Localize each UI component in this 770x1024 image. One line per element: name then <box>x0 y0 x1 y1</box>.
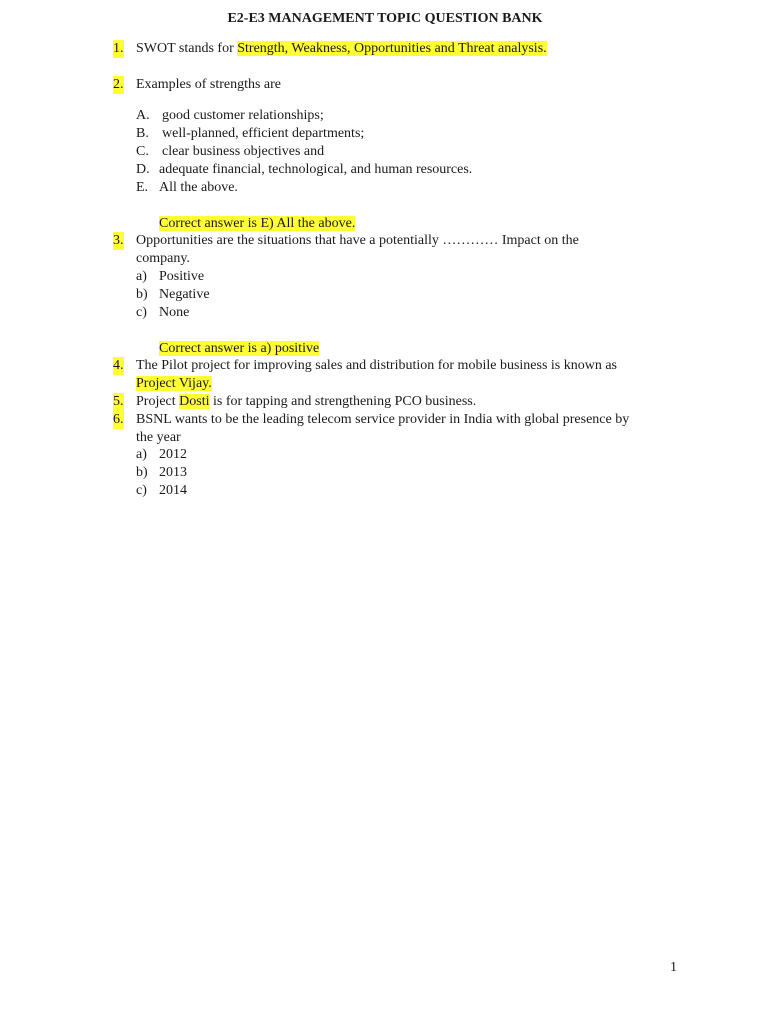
option-text: well-planned, efficient departments; <box>162 126 365 141</box>
question-text-continued: company. <box>136 251 190 266</box>
option-letter: c) <box>136 305 147 320</box>
option-letter: B. <box>136 126 149 141</box>
option-letter: A. <box>136 108 150 123</box>
page-title: E2-E3 MANAGEMENT TOPIC QUESTION BANK <box>227 11 543 26</box>
question-number: 2. <box>113 77 124 92</box>
option-letter: C. <box>136 144 149 159</box>
option-text: All the above. <box>159 180 238 195</box>
question-text: Opportunities are the situations that have a potentially ………… Impact on the <box>136 233 579 248</box>
option-letter: D. <box>136 162 150 177</box>
question-prefix: SWOT stands for <box>136 41 238 56</box>
option-text: good customer relationships; <box>162 108 324 123</box>
question-text: The Pilot project for improving sales and distribution for mobile business is known as <box>136 358 617 373</box>
question-text: Examples of strengths are <box>136 77 282 92</box>
option-letter: a) <box>136 269 147 284</box>
question-text-continued: the year <box>136 430 181 445</box>
option-text: 2012 <box>159 447 187 462</box>
question-suffix: is for tapping and strengthening PCO business. <box>209 394 477 409</box>
option-text: Positive <box>159 269 205 284</box>
highlighted-answer: Project Vijay. <box>136 376 212 391</box>
option-text: Negative <box>159 287 210 302</box>
option-text: 2013 <box>159 465 187 480</box>
question-text <box>136 40 547 58</box>
highlighted-answer: Strength, Weakness, Opportunities and Threat analysis. <box>237 41 547 56</box>
highlighted-answer: Dosti <box>179 394 210 409</box>
correct-answer-text: Correct answer is a) positive <box>159 341 320 356</box>
option-letter: b) <box>136 465 148 480</box>
option-text: clear business objectives and <box>162 144 325 159</box>
page-number: 1 <box>670 960 677 975</box>
correct-answer <box>159 340 319 358</box>
option-letter: b) <box>136 287 148 302</box>
option-letter: c) <box>136 483 147 498</box>
question-number: 5. <box>113 394 124 409</box>
question-number: 1. <box>113 41 124 56</box>
question-number: 6. <box>113 412 124 427</box>
question-text: BSNL wants to be the leading telecom service provider in India with global presence by <box>136 412 630 427</box>
question-number: 4. <box>113 358 124 373</box>
correct-answer <box>159 215 355 233</box>
question-answer-continued <box>136 375 212 393</box>
option-text: adequate financial, technological, and human resources. <box>159 162 473 177</box>
question-prefix: Project <box>136 394 180 409</box>
question-number: 3. <box>113 233 124 248</box>
option-letter: E. <box>136 180 149 195</box>
question-text <box>136 393 476 411</box>
option-text: None <box>159 305 190 320</box>
option-text: 2014 <box>159 483 187 498</box>
option-letter: a) <box>136 447 147 462</box>
correct-answer-text: Correct answer is E) All the above. <box>159 216 356 231</box>
